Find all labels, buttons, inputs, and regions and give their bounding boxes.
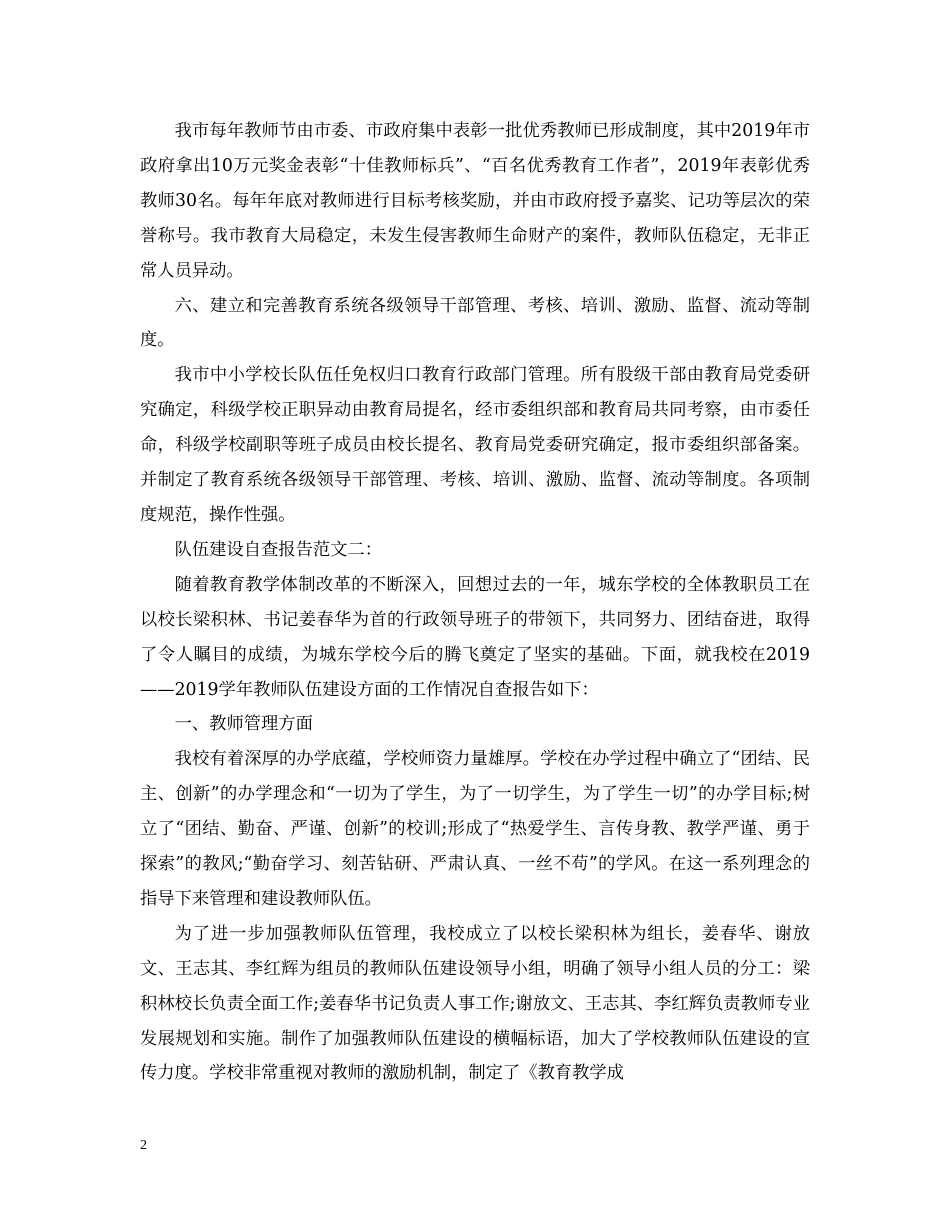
paragraph-teacher-awards: 我市每年教师节由市委、市政府集中表彰一批优秀教师已形成制度，其中2019年市政府拿出10万元奖金表彰“十佳教师标兵”、“百名优秀教育工作者”，2019年表彰优秀教师30名。每年年底对教师进行目标考核奖励，并由市政府授予嘉奖、记功等层次的荣誉称号。我市教育大局稳定，未发生侵害教师生命财产的案件，教师队伍稳定，无非正常人员异动。	[140, 121, 810, 281]
page-number: 2	[140, 1138, 147, 1153]
document-body	[140, 114, 810, 1091]
paragraph-section-one-heading: 一、教师管理方面	[174, 714, 313, 735]
paragraph-principal-management: 我市中小学校长队伍任免权归口教育行政部门管理。所有股级干部由教育局党委研究确定，科级学校正职异动由教育局提名，经市委组织部和教育局共同考察，由市委任命，科级学校副职等班子成员由校长提名、教育局党委研究确定，报市委组织部备案。并制定了教育系统各级领导干部管理、考核、培训、激励、监督、流动等制度。各项制度规范，操作性强。	[140, 365, 810, 525]
paragraph-section-six-heading: 六、建立和完善教育系统各级领导干部管理、考核、培训、激励、监督、流动等制度。	[140, 295, 810, 351]
paragraph-school-philosophy: 我校有着深厚的办学底蕴，学校师资力量雄厚。学校在办学过程中确立了“团结、民主、创新”的办学理念和“一切为了学生，为了一切学生，为了学生一切”的办学目标;树立了“团结、勤奋、严谨、创新”的校训;形成了“热爱学生、言传身教、教学严谨、勇于探索”的教风;“勤奋学习、刻苦钻研、严肃认真、一丝不苟”的学风。在这一系列理念的指导下来管理和建设教师队伍。	[140, 749, 810, 909]
paragraph-sample-two-title: 队伍建设自查报告范文二：	[174, 539, 382, 560]
paragraph-leadership-group: 为了进一步加强教师队伍管理，我校成立了以校长梁积林为组长，姜春华、谢放文、王志其、李红辉为组员的教师队伍建设领导小组，明确了领导小组人员的分工：梁积林校长负责全面工作;姜春华书记负责人事工作;谢放文、王志其、李红辉负责教师专业发展规划和实施。制作了加强教师队伍建设的横幅标语，加大了学校教师队伍建设的宣传力度。学校非常重视对教师的激励机制，制定了《教育教学成	[140, 923, 810, 1084]
paragraph-introduction: 随着教育教学体制改革的不断深入，回想过去的一年，城东学校的全体教职员工在以校长梁积林、书记姜春华为首的行政领导班子的带领下，共同努力、团结奋进，取得了令人瞩目的成绩，为城东学校今后的腾飞奠定了坚实的基础。下面，就我校在2019——2019学年教师队伍建设方面的工作情况自查报告如下：	[140, 574, 810, 700]
